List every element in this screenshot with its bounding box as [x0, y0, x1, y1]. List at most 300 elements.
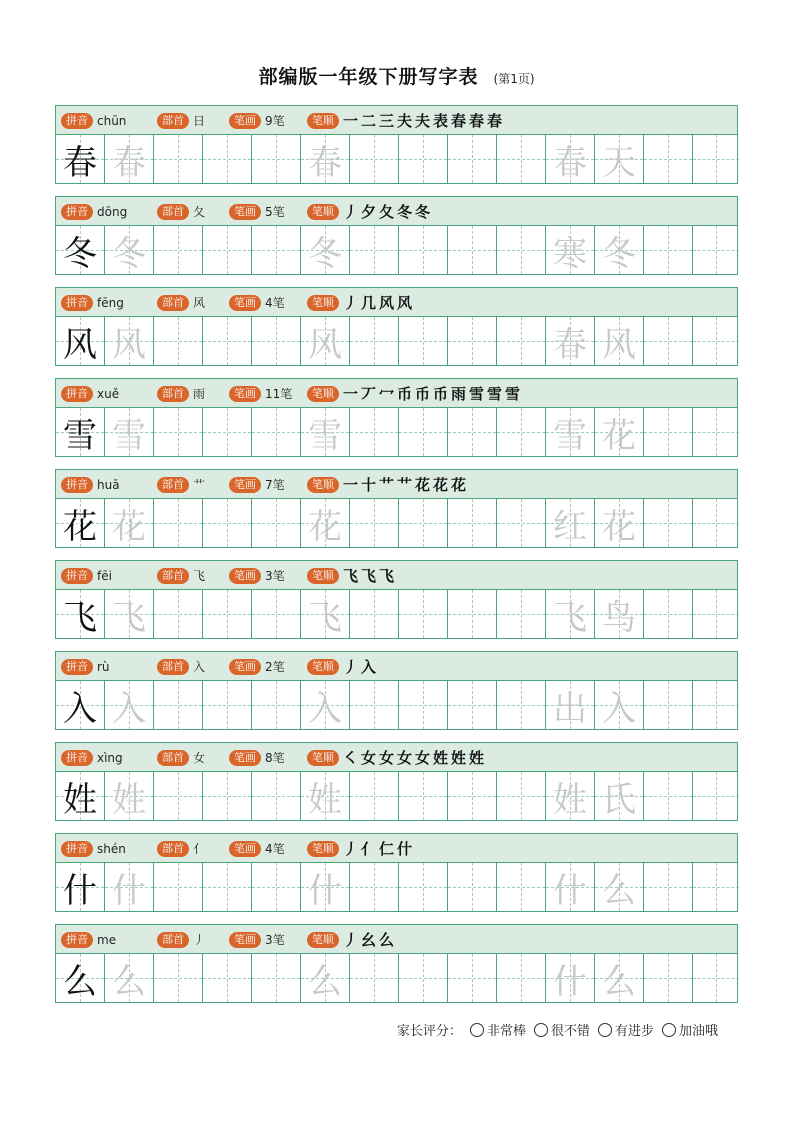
char-info-header [56, 106, 737, 135]
stroke-count-group [229, 652, 285, 681]
trace-character: 风 [308, 324, 342, 365]
trace-word-char: 姓 [553, 779, 587, 820]
stroke-order-badge: 笔顺 [307, 750, 339, 766]
stroke-count-group [229, 106, 285, 135]
writing-cell[interactable] [546, 863, 595, 911]
writing-cell[interactable] [350, 317, 399, 365]
writing-cell[interactable] [350, 226, 399, 274]
writing-cell[interactable] [644, 863, 693, 911]
writing-cell[interactable] [105, 954, 154, 1002]
pinyin-value: xuě [97, 386, 120, 401]
stroke-count-value: 9笔 [265, 114, 285, 128]
writing-cell[interactable] [203, 590, 252, 638]
writing-cell[interactable] [595, 681, 644, 729]
stroke-count-badge: 笔画 [229, 659, 261, 675]
pinyin-badge: 拼音 [61, 386, 93, 402]
radio-circle-icon[interactable] [598, 1023, 612, 1037]
writing-cell[interactable] [252, 863, 301, 911]
writing-cell[interactable] [203, 317, 252, 365]
stroke-order-value: 丿幺么 [343, 931, 398, 949]
stroke-order-badge: 笔顺 [307, 659, 339, 675]
writing-cell[interactable] [399, 499, 448, 547]
trace-character: 冬 [308, 233, 342, 274]
stroke-order-badge: 笔顺 [307, 204, 339, 220]
writing-cell[interactable] [154, 681, 203, 729]
model-character: 风 [63, 324, 97, 365]
writing-cell[interactable] [497, 226, 546, 274]
writing-cell[interactable] [595, 499, 644, 547]
writing-cell[interactable] [154, 317, 203, 365]
rating-option-3[interactable]: 有进步 [598, 1020, 654, 1039]
char-block [55, 924, 738, 1003]
stroke-order-badge: 笔顺 [307, 477, 339, 493]
writing-cell[interactable] [105, 408, 154, 456]
writing-cell[interactable] [56, 863, 105, 911]
stroke-count-group [229, 561, 285, 590]
writing-cell[interactable] [252, 499, 301, 547]
stroke-order-group [307, 561, 397, 590]
writing-cell[interactable] [448, 408, 497, 456]
writing-cell[interactable] [301, 499, 350, 547]
writing-cell[interactable] [154, 226, 203, 274]
writing-cell[interactable] [595, 408, 644, 456]
model-character: 春 [63, 142, 97, 183]
writing-cell[interactable] [693, 135, 739, 183]
pinyin-badge: 拼音 [61, 477, 93, 493]
radical-badge: 部首 [157, 568, 189, 584]
writing-grid [56, 226, 737, 274]
char-info-header [56, 379, 737, 408]
writing-cell[interactable] [301, 772, 350, 820]
writing-cell[interactable] [497, 863, 546, 911]
trace-word-char: 寒 [553, 233, 587, 274]
trace-character: 花 [112, 506, 146, 547]
writing-cell[interactable] [546, 590, 595, 638]
writing-cell[interactable] [399, 863, 448, 911]
trace-word-char: 么 [602, 961, 636, 1002]
char-info-header [56, 834, 737, 863]
pinyin-badge: 拼音 [61, 295, 93, 311]
stroke-order-badge: 笔顺 [307, 386, 339, 402]
writing-cell[interactable] [105, 772, 154, 820]
writing-cell[interactable] [350, 135, 399, 183]
writing-cell[interactable] [595, 772, 644, 820]
writing-grid [56, 408, 737, 456]
radical-group [157, 470, 205, 499]
writing-cell[interactable] [448, 226, 497, 274]
radical-badge: 部首 [157, 659, 189, 675]
trace-word-char: 什 [553, 961, 587, 1002]
writing-cell[interactable] [497, 317, 546, 365]
writing-cell[interactable] [350, 954, 399, 1002]
writing-cell[interactable] [301, 135, 350, 183]
writing-cell[interactable] [497, 499, 546, 547]
model-character: 花 [63, 506, 97, 547]
radio-circle-icon[interactable] [534, 1023, 548, 1037]
writing-cell[interactable] [448, 772, 497, 820]
char-info-header [56, 652, 737, 681]
writing-cell[interactable] [497, 590, 546, 638]
char-block [55, 287, 738, 366]
stroke-count-badge: 笔画 [229, 204, 261, 220]
writing-cell[interactable] [399, 408, 448, 456]
writing-cell[interactable] [644, 954, 693, 1002]
radical-badge: 部首 [157, 386, 189, 402]
writing-cell[interactable] [203, 135, 252, 183]
pinyin-group [61, 652, 110, 681]
writing-cell[interactable] [350, 772, 399, 820]
writing-cell[interactable] [203, 499, 252, 547]
writing-cell[interactable] [203, 863, 252, 911]
pinyin-group [61, 743, 123, 772]
writing-cell[interactable] [644, 499, 693, 547]
radical-value: 艹 [193, 478, 206, 492]
writing-cell[interactable] [546, 954, 595, 1002]
stroke-count-group [229, 379, 292, 408]
trace-character: 春 [308, 142, 342, 183]
stroke-order-group [307, 834, 415, 863]
writing-cell[interactable] [546, 681, 595, 729]
model-character: 飞 [63, 597, 97, 638]
writing-cell[interactable] [546, 408, 595, 456]
writing-cell[interactable] [693, 226, 739, 274]
writing-cell[interactable] [497, 681, 546, 729]
writing-cell[interactable] [203, 226, 252, 274]
radical-value: 丿 [193, 933, 206, 947]
writing-cell[interactable] [693, 954, 739, 1002]
writing-cell[interactable] [546, 772, 595, 820]
writing-cell[interactable] [399, 772, 448, 820]
writing-cell[interactable] [203, 408, 252, 456]
stroke-count-group [229, 288, 285, 317]
char-info-header [56, 197, 737, 226]
writing-cell[interactable] [546, 135, 595, 183]
radical-badge: 部首 [157, 113, 189, 129]
writing-cell[interactable] [693, 590, 739, 638]
writing-cell[interactable] [301, 408, 350, 456]
stroke-order-group [307, 743, 487, 772]
writing-cell[interactable] [203, 681, 252, 729]
trace-character: 风 [112, 324, 146, 365]
writing-grid [56, 772, 737, 820]
writing-cell[interactable] [448, 681, 497, 729]
rating-option-4[interactable]: 加油哦 [662, 1020, 718, 1039]
writing-cell[interactable] [350, 681, 399, 729]
radical-value: 女 [193, 751, 206, 765]
writing-cell[interactable] [399, 135, 448, 183]
radical-group [157, 652, 205, 681]
stroke-count-badge: 笔画 [229, 113, 261, 129]
writing-cell[interactable] [301, 681, 350, 729]
rating-option-1[interactable]: 非常棒 [470, 1020, 526, 1039]
stroke-count-badge: 笔画 [229, 568, 261, 584]
writing-grid [56, 135, 737, 183]
pinyin-group [61, 379, 119, 408]
trace-character: 什 [308, 870, 342, 911]
writing-cell[interactable] [252, 408, 301, 456]
writing-cell[interactable] [448, 135, 497, 183]
writing-cell[interactable] [301, 590, 350, 638]
pinyin-value: rù [97, 659, 110, 674]
trace-character: 冬 [112, 233, 146, 274]
pinyin-badge: 拼音 [61, 204, 93, 220]
writing-cell[interactable] [252, 317, 301, 365]
model-character: 入 [63, 688, 97, 729]
radical-value: 入 [193, 660, 206, 674]
writing-cell[interactable] [497, 408, 546, 456]
writing-cell[interactable] [595, 317, 644, 365]
writing-cell[interactable] [301, 863, 350, 911]
writing-cell[interactable] [399, 590, 448, 638]
stroke-order-badge: 笔顺 [307, 568, 339, 584]
writing-cell[interactable] [301, 226, 350, 274]
radical-group [157, 106, 205, 135]
rating-label: 家长评分： [396, 1024, 462, 1039]
stroke-order-group [307, 652, 379, 681]
trace-word-char: 风 [602, 324, 636, 365]
stroke-order-value: 一丆冖币币币雨雪雪雪 [343, 385, 524, 403]
writing-cell[interactable] [56, 408, 105, 456]
pinyin-badge: 拼音 [61, 932, 93, 948]
writing-cell[interactable] [301, 954, 350, 1002]
trace-character: 花 [308, 506, 342, 547]
stroke-count-group [229, 743, 285, 772]
writing-grid [56, 590, 737, 638]
pinyin-group [61, 561, 112, 590]
radical-group [157, 925, 205, 954]
trace-word-char: 冬 [602, 233, 636, 274]
writing-cell[interactable] [644, 135, 693, 183]
rating-option-2[interactable]: 很不错 [534, 1020, 590, 1039]
trace-character: 飞 [308, 597, 342, 638]
stroke-order-group [307, 197, 433, 226]
pinyin-value: dōng [97, 204, 128, 219]
trace-character: 飞 [112, 597, 146, 638]
radical-group [157, 197, 205, 226]
trace-character: 什 [112, 870, 146, 911]
writing-cell[interactable] [154, 408, 203, 456]
writing-cell[interactable] [154, 772, 203, 820]
stroke-order-value: 一十艹艹花花花 [343, 476, 470, 494]
pinyin-group [61, 925, 116, 954]
writing-cell[interactable] [644, 681, 693, 729]
writing-cell[interactable] [203, 772, 252, 820]
writing-cell[interactable] [56, 681, 105, 729]
writing-cell[interactable] [350, 863, 399, 911]
char-block [55, 833, 738, 912]
stroke-count-value: 4笔 [265, 296, 285, 310]
writing-cell[interactable] [448, 317, 497, 365]
trace-character: 入 [112, 688, 146, 729]
stroke-order-value: 飞飞飞 [343, 567, 398, 585]
writing-cell[interactable] [56, 954, 105, 1002]
char-info-header [56, 743, 737, 772]
writing-cell[interactable] [154, 863, 203, 911]
writing-cell[interactable] [350, 408, 399, 456]
model-character: 冬 [63, 233, 97, 274]
writing-cell[interactable] [546, 317, 595, 365]
char-block [55, 105, 738, 184]
char-block [55, 560, 738, 639]
writing-cell[interactable] [252, 954, 301, 1002]
writing-cell[interactable] [203, 954, 252, 1002]
pinyin-badge: 拼音 [61, 568, 93, 584]
char-info-header [56, 561, 737, 590]
pinyin-badge: 拼音 [61, 113, 93, 129]
writing-cell[interactable] [693, 772, 739, 820]
char-info-header [56, 288, 737, 317]
writing-cell[interactable] [546, 226, 595, 274]
writing-cell[interactable] [693, 681, 739, 729]
stroke-order-value: 丿几风风 [343, 294, 416, 312]
writing-cell[interactable] [252, 590, 301, 638]
writing-cell[interactable] [595, 954, 644, 1002]
writing-cell[interactable] [644, 772, 693, 820]
char-block [55, 742, 738, 821]
writing-cell[interactable] [56, 772, 105, 820]
writing-cell[interactable] [56, 135, 105, 183]
pinyin-value: me [97, 932, 117, 947]
writing-cell[interactable] [105, 317, 154, 365]
trace-character: 入 [308, 688, 342, 729]
writing-cell[interactable] [497, 772, 546, 820]
writing-cell[interactable] [448, 499, 497, 547]
writing-cell[interactable] [497, 954, 546, 1002]
pinyin-value: fēng [97, 295, 124, 310]
stroke-count-value: 11笔 [265, 387, 293, 401]
writing-cell[interactable] [497, 135, 546, 183]
writing-cell[interactable] [252, 226, 301, 274]
stroke-order-group [307, 925, 397, 954]
writing-cell[interactable] [644, 226, 693, 274]
stroke-count-badge: 笔画 [229, 477, 261, 493]
radical-badge: 部首 [157, 477, 189, 493]
writing-cell[interactable] [56, 317, 105, 365]
pinyin-value: fēi [97, 568, 112, 583]
writing-cell[interactable] [595, 226, 644, 274]
writing-cell[interactable] [644, 590, 693, 638]
trace-word-char: 什 [553, 870, 587, 911]
writing-cell[interactable] [105, 863, 154, 911]
writing-grid [56, 499, 737, 547]
writing-grid [56, 863, 737, 911]
writing-cell[interactable] [252, 681, 301, 729]
writing-cell[interactable] [105, 681, 154, 729]
model-character: 姓 [63, 779, 97, 820]
stroke-count-badge: 笔画 [229, 932, 261, 948]
radio-circle-icon[interactable] [662, 1023, 676, 1037]
stroke-count-value: 8笔 [265, 751, 285, 765]
trace-word-char: 入 [602, 688, 636, 729]
stroke-count-value: 2笔 [265, 660, 285, 674]
trace-character: 姓 [308, 779, 342, 820]
stroke-order-group [307, 106, 505, 135]
stroke-count-value: 5笔 [265, 205, 285, 219]
writing-cell[interactable] [399, 681, 448, 729]
writing-cell[interactable] [595, 590, 644, 638]
writing-cell[interactable] [399, 317, 448, 365]
stroke-count-group [229, 834, 285, 863]
radical-badge: 部首 [157, 295, 189, 311]
writing-cell[interactable] [252, 135, 301, 183]
stroke-order-value: ㇛女女女女姓姓姓 [343, 749, 488, 767]
writing-cell[interactable] [154, 135, 203, 183]
trace-character: 么 [308, 961, 342, 1002]
writing-cell[interactable] [448, 954, 497, 1002]
writing-cell[interactable] [105, 590, 154, 638]
pinyin-group [61, 834, 126, 863]
writing-cell[interactable] [105, 135, 154, 183]
writing-cell[interactable] [448, 863, 497, 911]
writing-cell[interactable] [105, 226, 154, 274]
radical-badge: 部首 [157, 204, 189, 220]
pinyin-group [61, 470, 120, 499]
pinyin-value: huā [97, 477, 120, 492]
radical-group [157, 743, 205, 772]
writing-cell[interactable] [448, 590, 497, 638]
trace-word-char: 红 [553, 506, 587, 547]
writing-cell[interactable] [252, 772, 301, 820]
stroke-order-value: 丿亻仁什 [343, 840, 416, 858]
writing-cell[interactable] [693, 499, 739, 547]
writing-cell[interactable] [693, 317, 739, 365]
writing-cell[interactable] [154, 954, 203, 1002]
pinyin-group [61, 288, 124, 317]
pinyin-group [61, 197, 127, 226]
stroke-order-group [307, 288, 415, 317]
writing-cell[interactable] [693, 863, 739, 911]
writing-cell[interactable] [56, 499, 105, 547]
writing-cell[interactable] [154, 499, 203, 547]
radical-group [157, 561, 205, 590]
trace-word-char: 花 [602, 415, 636, 456]
writing-cell[interactable] [693, 408, 739, 456]
writing-cell[interactable] [154, 590, 203, 638]
char-block [55, 196, 738, 275]
writing-cell[interactable] [546, 499, 595, 547]
writing-grid [56, 317, 737, 365]
radical-badge: 部首 [157, 750, 189, 766]
writing-cell[interactable] [399, 954, 448, 1002]
writing-cell[interactable] [56, 590, 105, 638]
stroke-order-value: 丿夕夂冬冬 [343, 203, 434, 221]
model-character: 雪 [63, 415, 97, 456]
writing-cell[interactable] [644, 317, 693, 365]
trace-character: 么 [112, 961, 146, 1002]
writing-cell[interactable] [105, 499, 154, 547]
writing-cell[interactable] [595, 135, 644, 183]
radical-group [157, 288, 205, 317]
char-block [55, 469, 738, 548]
stroke-count-value: 7笔 [265, 478, 285, 492]
trace-word-char: 氏 [602, 779, 636, 820]
writing-cell[interactable] [301, 317, 350, 365]
trace-word-char: 鸟 [602, 597, 636, 638]
pinyin-value: chūn [97, 113, 127, 128]
writing-cell[interactable] [399, 226, 448, 274]
stroke-count-badge: 笔画 [229, 295, 261, 311]
radio-circle-icon[interactable] [470, 1023, 484, 1037]
writing-cell[interactable] [595, 863, 644, 911]
writing-cell[interactable] [350, 499, 399, 547]
stroke-order-badge: 笔顺 [307, 841, 339, 857]
writing-cell[interactable] [56, 226, 105, 274]
writing-cell[interactable] [350, 590, 399, 638]
trace-word-char: 春 [553, 142, 587, 183]
trace-word-char: 么 [602, 870, 636, 911]
writing-cell[interactable] [644, 408, 693, 456]
stroke-order-group [307, 470, 469, 499]
